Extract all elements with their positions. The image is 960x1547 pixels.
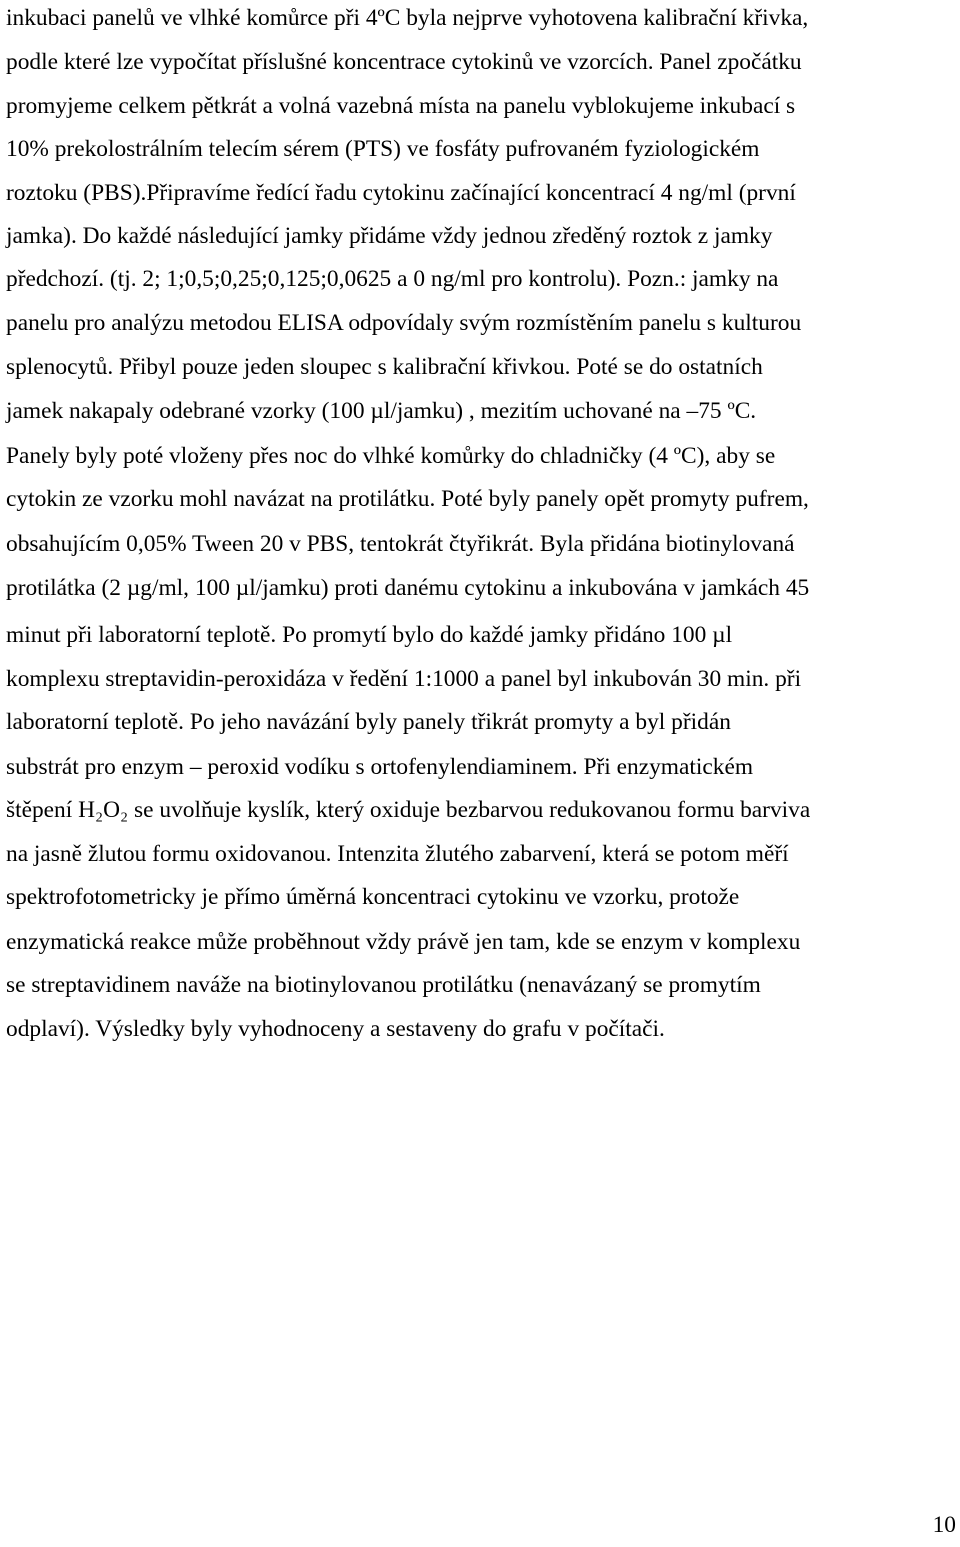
text-line: minut při laboratorní teplotě. Po promytí bylo do každé jamky přidáno 100 µl (6, 622, 733, 648)
text-line: jamka). Do každé následující jamky přidáme vždy jednou zředěný roztok z jamky (6, 223, 773, 249)
text-line: podle které lze vypočítat příslušné koncentrace cytokinů ve vzorcích. Panel zpočátku (6, 49, 802, 75)
text-line: jamek nakapaly odebrané vzorky (100 µl/jamku) , mezitím uchované na –75 ºC. (6, 398, 757, 424)
text-line: předchozí. (tj. 2; 1;0,5;0,25;0,125;0,0625 a 0 ng/ml pro kontrolu). Pozn.: jamky na (6, 266, 779, 292)
text-line: obsahujícím 0,05% Tween 20 v PBS, tentokrát čtyřikrát. Byla přidána biotinylovaná (6, 531, 795, 557)
text-line: na jasně žlutou formu oxidovanou. Intenzita žlutého zabarvení, která se potom měří (6, 841, 789, 867)
text-line: 10% prekolostrálním telecím sérem (PTS) ve fosfáty pufrovaném fyziologickém (6, 136, 760, 162)
text-line: panelu pro analýzu metodou ELISA odpovídaly svým rozmístěním panelu s kulturou (6, 310, 802, 336)
text-line: protilátka (2 µg/ml, 100 µl/jamku) proti danému cytokinu a inkubována v jamkách 45 (6, 575, 810, 601)
text-line: komplexu streptavidin-peroxidáza v ředění 1:1000 a panel byl inkubován 30 min. při (6, 666, 802, 692)
text-line: roztoku (PBS).Připravíme ředící řadu cytokinu začínající koncentrací 4 ng/ml (první (6, 180, 796, 206)
text-line: laboratorní teplotě. Po jeho navázání byly panely třikrát promyty a byl přidán (6, 709, 731, 735)
text-line: spektrofotometricky je přímo úměrná koncentraci cytokinu ve vzorku, protože (6, 884, 740, 910)
page-number: 10 (932, 1512, 956, 1538)
text-line: se streptavidinem naváže na biotinylovanou protilátku (nenavázaný se promytím (6, 972, 761, 998)
text-line: promyjeme celkem pětkrát a volná vazebná místa na panelu vyblokujeme inkubací s (6, 93, 796, 119)
text-line: inkubaci panelů ve vlhké komůrce při 4ºC byla nejprve vyhotovena kalibrační křivka, (6, 5, 809, 31)
text-line: cytokin ze vzorku mohl navázat na protilátku. Poté byly panely opět promyty pufrem, (6, 486, 809, 512)
text-line: substrát pro enzym – peroxid vodíku s ortofenylendiaminem. Při enzymatickém (6, 754, 754, 780)
text-line: Panely byly poté vloženy přes noc do vlhké komůrky do chladničky (4 ºC), aby se (6, 443, 776, 469)
text-line: enzymatická reakce může proběhnout vždy právě jen tam, kde se enzym v komplexu (6, 929, 801, 955)
text-line: splenocytů. Přibyl pouze jeden sloupec s kalibrační křivkou. Poté se do ostatních (6, 354, 763, 380)
text-line: odplaví). Výsledky byly vyhodnoceny a sestaveny do grafu v počítači. (6, 1016, 665, 1042)
text-line: štěpení H₂O₂ se uvolňuje kyslík, který oxiduje bezbarvou redukovanou formu barviva (6, 797, 811, 823)
